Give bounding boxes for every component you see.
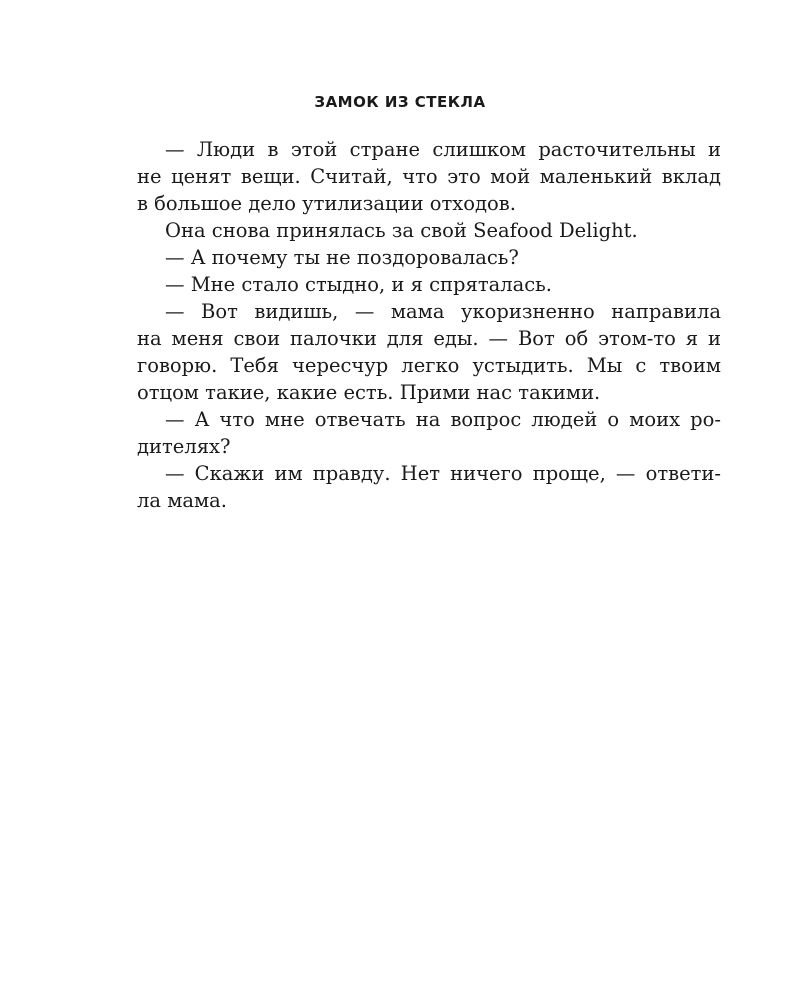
text-line: отцом такие, какие есть. Прими нас такими. xyxy=(137,381,601,404)
text-line: — Мне стало стыдно, и я спряталась. xyxy=(165,273,552,296)
text-line: — Люди в этой стране слишком расточительны и xyxy=(165,138,721,161)
text-line: дителях? xyxy=(137,435,231,458)
text-line: говорю. Тебя чересчур легко устыдить. Мы с твоим xyxy=(137,354,721,377)
text-line: не ценят вещи. Считай, что это мой маленький вклад xyxy=(137,165,721,188)
body-text xyxy=(137,136,721,514)
text-line: Она снова принялась за свой Seafood Delight. xyxy=(165,219,638,242)
text-line: — А почему ты не поздоровалась? xyxy=(165,246,519,269)
text-line: — Вот видишь, — мама укоризненно направила xyxy=(165,300,721,323)
text-line: — Скажи им правду. Нет ничего проще, — ответи- xyxy=(165,462,721,485)
text-line: — А что мне отвечать на вопрос людей о моих ро- xyxy=(165,408,721,431)
running-head: ЗАМОК ИЗ СТЕКЛА xyxy=(314,93,486,111)
text-line: на меня свои палочки для еды. — Вот об этом-то я и xyxy=(137,327,721,350)
text-line: в большое дело утилизации отходов. xyxy=(137,192,516,215)
text-line: ла мама. xyxy=(137,489,227,512)
